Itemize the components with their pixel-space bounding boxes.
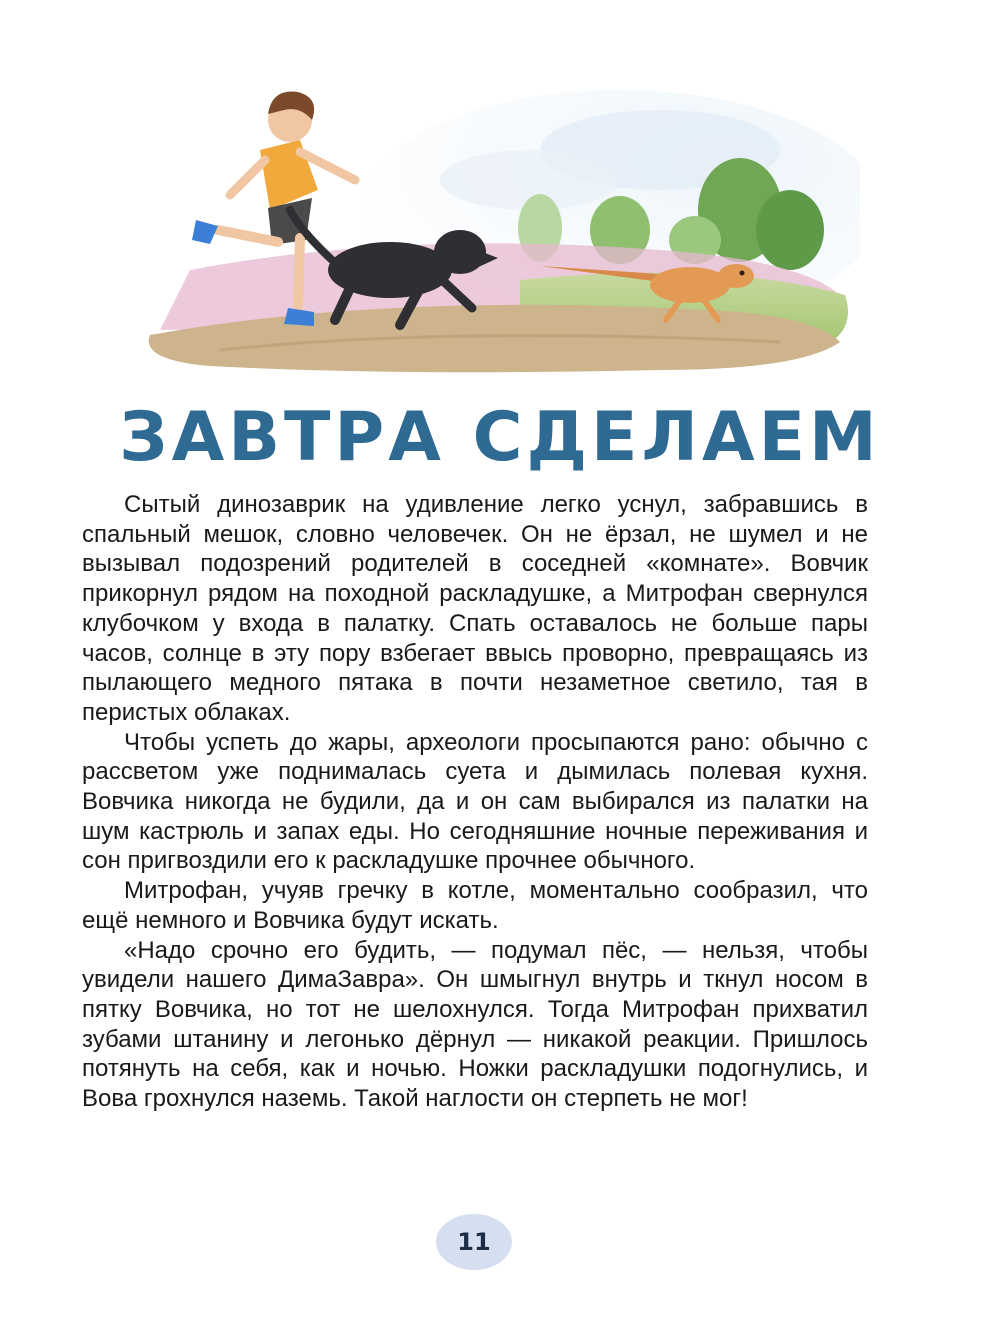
paragraph-4: «Надо срочно его будить, — подумал пёс, — нельзя, чтобы увидели нашего ДимаЗавра». Он шмыгнул внутрь и ткнул носом в пятку Вовчика, но тот не шелохнулся. Тогда Митрофан прихватил зубами штанину и легонько дёрнул — никакой реакции. Пришлось потянуть на себя, как и ночью. Ножки раскладушки подогнулись, и Вова грохнулся наземь. Такой наглости он стерпеть не мог! — [82, 936, 868, 1113]
chase-illustration — [100, 80, 860, 380]
page-number-badge — [436, 1214, 512, 1270]
chapter-title: ЗАВТРА СДЕЛАЕМ — [119, 398, 881, 477]
paragraph-1: Сытый динозаврик на удивление легко уснул, забравшись в спальный мешок, словно человечек. Он не ёрзал, не шумел и не вызывал подозрений родителей в соседней «комнате». Вовчик прикорнул рядом на походной раскладушке, а Митрофан свернулся клубочком у входа в палатку. Спать оставалось не больше пары часов, солнце в эту пору взбегает ввысь проворно, превращаясь из пылающего медного пятака в почти незаметное светило, тая в перистых облаках. — [82, 491, 868, 726]
story-text — [82, 490, 868, 1114]
paragraph-3: Митрофан, учуяв гречку в котле, моментально сообразил, что ещё немного и Вовчика будут искать. — [82, 877, 868, 934]
page-number: 11 — [457, 1228, 491, 1256]
paragraph-2: Чтобы успеть до жары, археологи просыпаются рано: обычно с рассветом уже поднималась суета и дымилась полевая кухня. Вовчика никогда не будили, да и он сам выбирался из палатки на шум кастрюль и запах еды. Но сегодняшние ночные переживания и сон пригвоздили его к раскладушке прочнее обычного. — [82, 728, 868, 875]
